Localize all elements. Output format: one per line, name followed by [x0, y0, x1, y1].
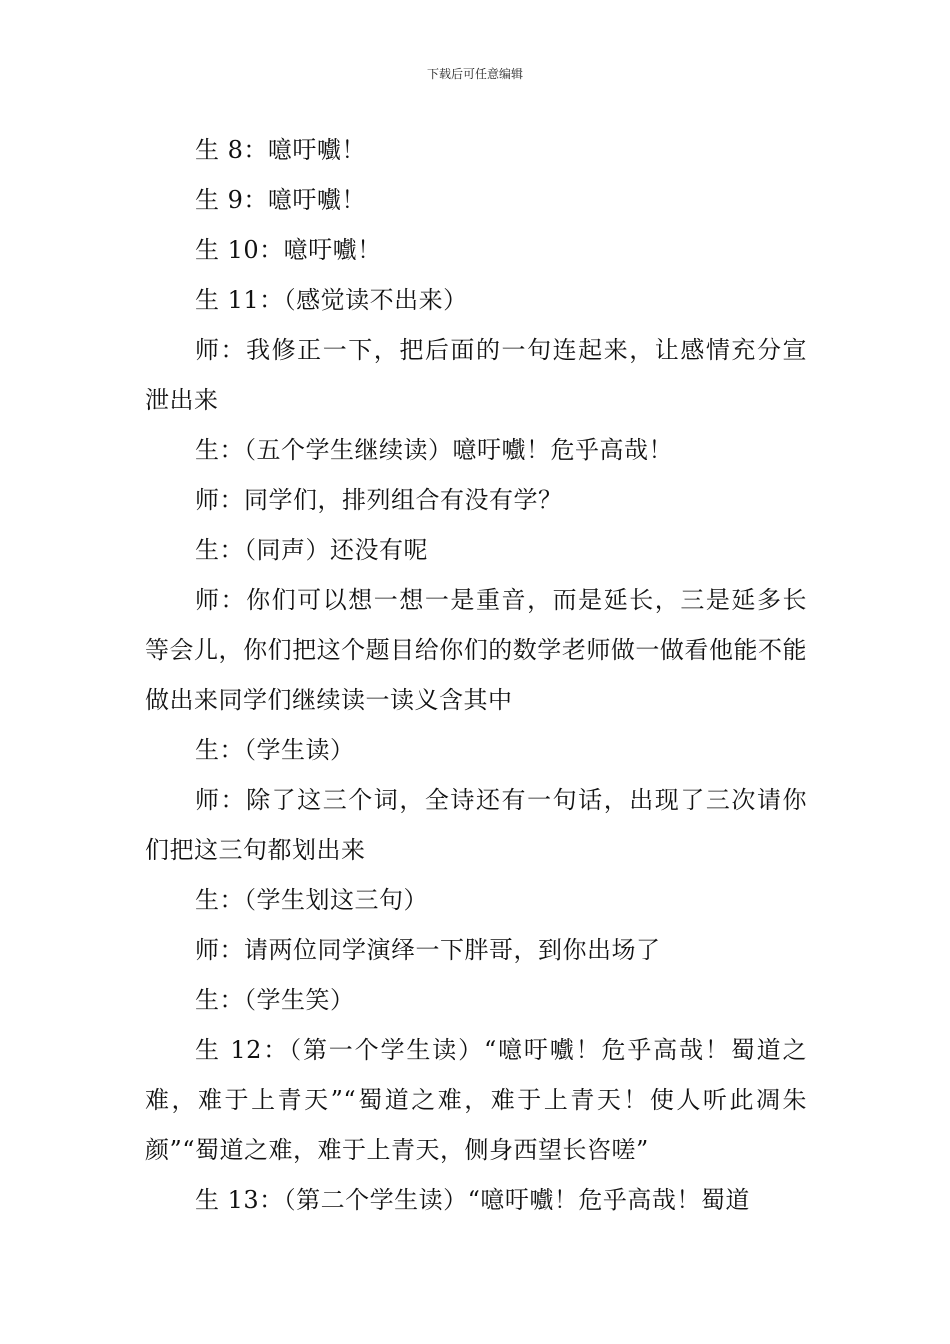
- paragraph: 生 9：噫吁嚱！: [195, 186, 366, 214]
- paragraph: 生 10：噫吁嚱！: [195, 236, 382, 264]
- paragraph: 师：请两位同学演绎一下胖哥，到你出场了: [195, 936, 661, 964]
- paragraph: 师：除了这三个词，全诗还有一句话，出现了三次请你们把这三句都划出来: [145, 786, 807, 864]
- paragraph: 生：（学生划这三句）: [195, 886, 428, 914]
- paragraph: 生 12：（第一个学生读）“噫吁嚱！危乎高哉！蜀道之难，难于上青天”“蜀道之难，难于上青天！使人听此凋朱颜”“蜀道之难，难于上青天，侧身西望长咨嗟”: [145, 1036, 807, 1164]
- paragraph: 师：同学们，排列组合有没有学？: [195, 486, 563, 514]
- paragraph: 生：（学生读）: [195, 736, 355, 764]
- paragraph: 师：我修正一下，把后面的一句连起来，让感情充分宣泄出来: [145, 336, 807, 414]
- paragraph: 生：（同声）还没有呢: [195, 536, 428, 564]
- paragraph: 生 11：（感觉读不出来）: [195, 286, 468, 314]
- paragraph: 生：（学生笑）: [195, 986, 355, 1014]
- page-header: 下载后可任意编辑: [426, 67, 523, 81]
- paragraph: 生 8：噫吁嚱！: [195, 136, 366, 164]
- paragraph: 生 13：（第二个学生读）“噫吁嚱！危乎高哉！蜀道: [195, 1186, 750, 1214]
- paragraph: 师：你们可以想一想一是重音，而是延长，三是延多长等会儿，你们把这个题目给你们的数学老师做一做看他能不能做出来同学们继续读一读义含其中: [145, 586, 807, 714]
- document-body: [145, 125, 807, 1225]
- paragraph: 生：（五个学生继续读）噫吁嚱！危乎高哉！: [195, 436, 673, 464]
